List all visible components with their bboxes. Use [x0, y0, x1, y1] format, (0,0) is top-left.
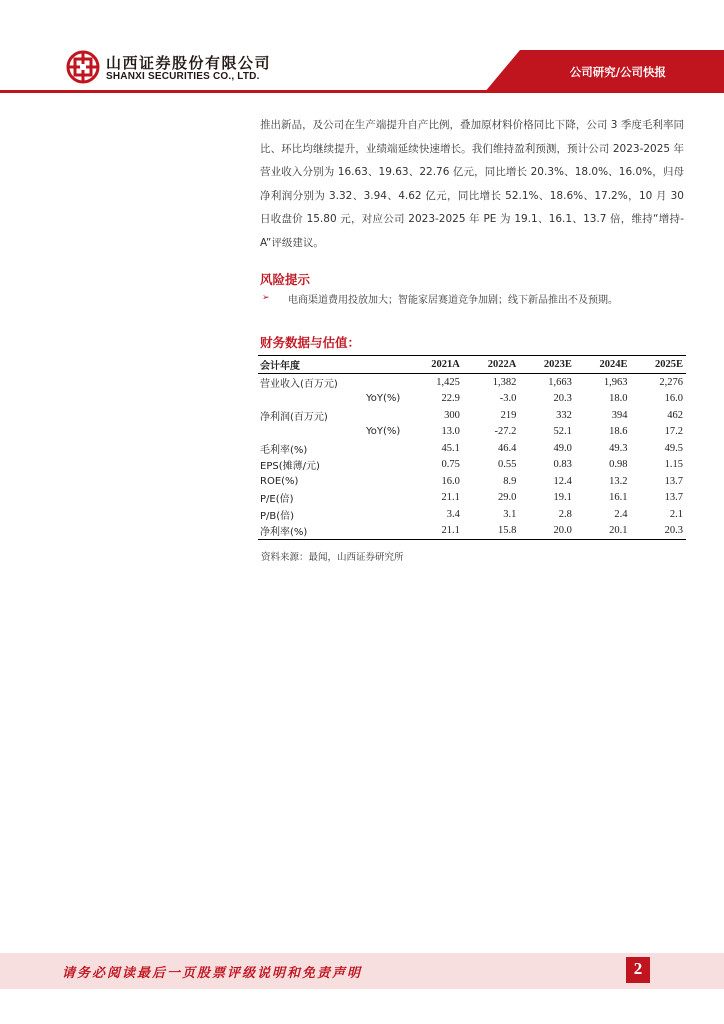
company-name-cn: 山西证券股份有限公司 — [106, 54, 272, 72]
company-name-en: SHANXI SECURITIES CO., LTD. — [106, 71, 260, 82]
table-row — [258, 490, 686, 507]
table-cell: 462 — [667, 409, 683, 421]
column-header: 2021A — [406, 356, 463, 374]
column-header: 2024E — [575, 356, 631, 374]
table-header-row — [258, 356, 686, 374]
table-row — [258, 374, 686, 391]
table-cell: 12.4 — [553, 475, 572, 487]
table-cell: 29.0 — [498, 492, 517, 504]
row-label: 净利润(百万元) — [260, 411, 328, 423]
table-row — [258, 424, 686, 441]
row-label: EPS(摊薄/元) — [260, 461, 320, 473]
row-label: P/B(倍) — [260, 510, 295, 522]
table-cell: 1.15 — [664, 459, 683, 471]
disclaimer-notice: 请务必阅读最后一页股票评级说明和免责声明 — [62, 966, 363, 981]
table-cell: 21.1 — [441, 492, 460, 504]
table-cell: 49.0 — [553, 442, 572, 454]
financial-data-title: 财务数据与估值： — [260, 335, 361, 350]
table-cell: 52.1 — [553, 426, 572, 438]
table-cell: 19.1 — [553, 492, 572, 504]
page-number: 2 — [633, 959, 643, 978]
column-header: 2023E — [519, 356, 575, 374]
table-row — [258, 457, 686, 474]
table-cell: 16.0 — [664, 393, 683, 405]
table-cell: 0.75 — [441, 459, 460, 471]
table-cell: 3.4 — [446, 508, 460, 520]
table-cell: 49.5 — [664, 442, 683, 454]
table-cell: 22.9 — [441, 393, 460, 405]
row-label: 毛利率(%) — [260, 444, 308, 456]
table-row — [258, 473, 686, 490]
column-header: 2025E — [630, 356, 686, 374]
table-cell: 16.0 — [441, 475, 460, 487]
table-cell: 18.6 — [609, 426, 628, 438]
table-cell: 2.8 — [558, 508, 572, 520]
table-cell: 16.1 — [609, 492, 628, 504]
forecast-paragraph: 推出新品，及公司在生产端提升自产比例，叠加原材料价格同比下降，公司 3 季度毛利率同比、环比均继续提升，业绩端延续快速增长。我们维持盈利预测，预计公司 2023-2025 年营业收入分别为 16.63、19.63、22.76 亿元，同比增长 20.3%、18.0%、16.0%，归母净利润分别为 3.32、3.94、4.62 亿元，同比增长 52.1%、18.6%、17.2%，10 月 30 日收盘价 15.80 元，对应公司 2023-2025 年 PE 为 19.1、16.1、13.7 倍，维持“增持-A”评级建议。 — [260, 119, 684, 249]
table-cell: 1,963 — [603, 376, 628, 388]
table-cell: 8.9 — [503, 475, 517, 487]
table-row — [258, 391, 686, 408]
column-header: 2022A — [463, 356, 520, 374]
row-label: YoY(%) — [365, 426, 401, 438]
section-label: 公司研究/公司快报 — [569, 65, 666, 79]
table-cell: 2.4 — [614, 508, 628, 520]
table-cell: 20.1 — [575, 523, 631, 540]
table-cell: 13.7 — [664, 492, 683, 504]
table-cell: 13.2 — [609, 475, 628, 487]
table-row — [258, 407, 686, 424]
table-source-note: 资料来源：最闻，山西证券研究所 — [261, 552, 404, 563]
table-cell: 3.1 — [503, 508, 517, 520]
risk-text: 电商渠道费用投放加大；智能家居赛道竞争加剧；线下新品推出不及预期。 — [288, 295, 618, 306]
table-cell: 13.0 — [441, 426, 460, 438]
table-cell: 300 — [444, 409, 460, 421]
table-cell: 46.4 — [498, 442, 517, 454]
row-label: 净利率(%) — [258, 523, 406, 540]
table-cell: 219 — [500, 409, 517, 421]
table-cell: 17.2 — [664, 426, 683, 438]
table-cell: 1,425 — [436, 376, 460, 388]
row-label: YoY(%) — [365, 393, 401, 405]
table-cell: 0.55 — [498, 459, 517, 471]
table-cell: 0.83 — [553, 459, 572, 471]
table-cell: 1,382 — [492, 376, 517, 388]
table-cell: 45.1 — [441, 442, 460, 454]
table-cell: 49.3 — [609, 442, 628, 454]
table-cell: 394 — [611, 409, 628, 421]
row-label: 营业收入(百万元) — [260, 378, 338, 390]
row-label: P/E(倍) — [260, 494, 294, 506]
table-cell: 20.3 — [553, 393, 572, 405]
table-row — [258, 440, 686, 457]
bullet-arrow-icon: ➢ — [262, 293, 270, 303]
table-cell: 2,276 — [659, 376, 683, 388]
risk-title: 风险提示 — [260, 272, 311, 287]
table-cell: 2.1 — [669, 508, 683, 520]
financial-table — [258, 355, 686, 540]
table-cell: 20.0 — [519, 523, 575, 540]
table-cell: 20.3 — [630, 523, 686, 540]
table-row — [258, 523, 686, 540]
table-cell: 0.98 — [609, 459, 628, 471]
table-cell: 13.7 — [664, 475, 683, 487]
shanxi-securities-logo-icon — [66, 50, 100, 84]
table-cell: 18.0 — [609, 393, 628, 405]
table-row — [258, 506, 686, 523]
page-header — [0, 0, 724, 95]
table-cell: -27.2 — [494, 426, 517, 438]
column-header: 会计年度 — [258, 356, 406, 374]
table-cell: 332 — [556, 409, 572, 421]
table-cell: 15.8 — [463, 523, 520, 540]
table-cell: 1,663 — [548, 376, 572, 388]
table-cell: 21.1 — [406, 523, 463, 540]
row-label: ROE(%) — [260, 475, 299, 487]
table-cell: -3.0 — [499, 393, 517, 405]
